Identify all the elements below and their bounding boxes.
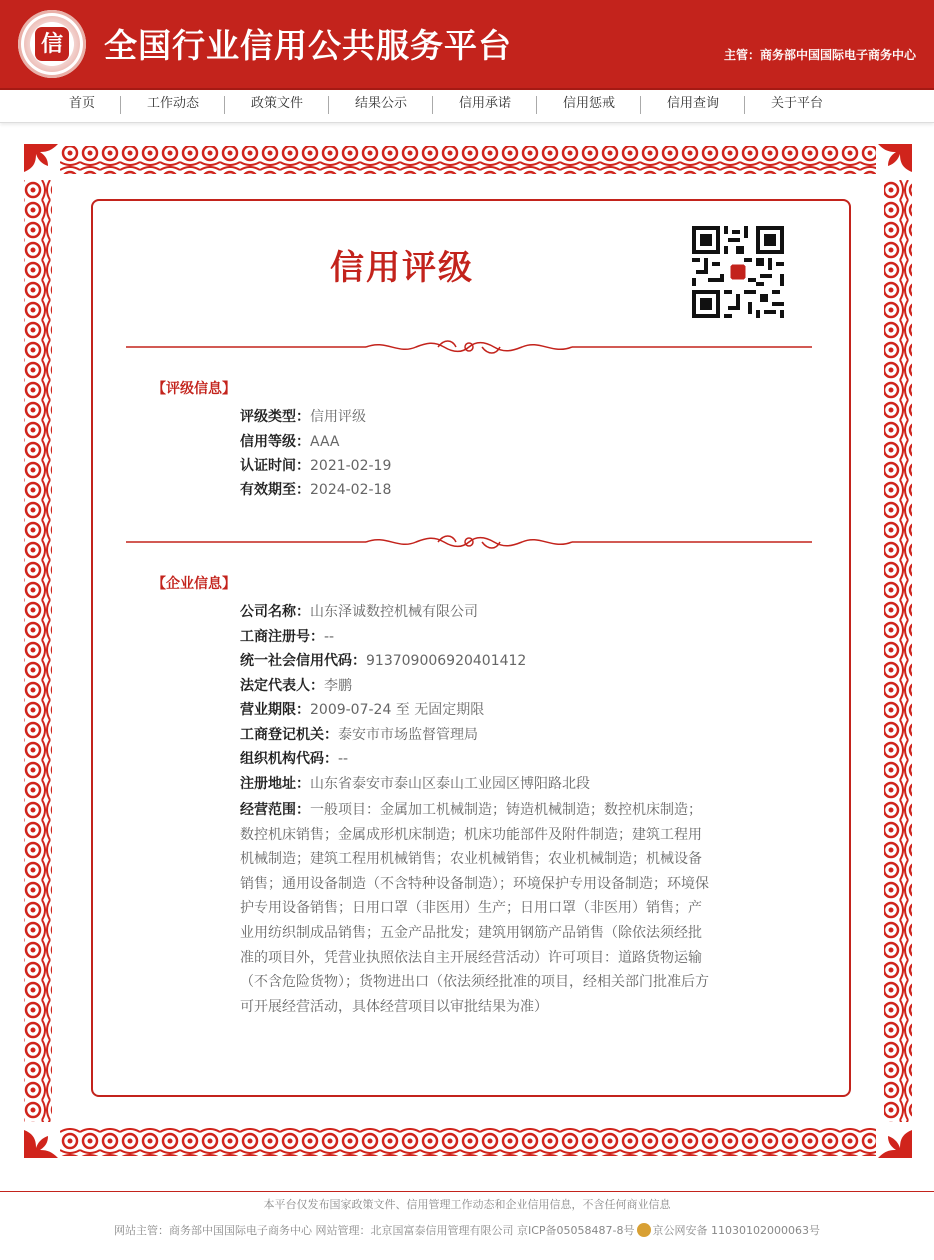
frame-border-top	[60, 146, 876, 174]
field-label: 工商登记机关：	[240, 727, 338, 743]
business-scope-row	[240, 798, 712, 1019]
reg-authority-row	[240, 723, 478, 747]
field-value: 泰安市市场监督管理局	[338, 727, 478, 743]
valid-until-row	[240, 478, 391, 502]
legal-rep-row	[240, 674, 352, 698]
footer-divider	[0, 1191, 934, 1192]
site-title: 全国行业信用公共服务平台	[104, 26, 512, 65]
nav-divider	[432, 96, 433, 114]
field-label: 注册地址：	[240, 776, 310, 792]
field-value: 2021-02-19	[310, 458, 392, 474]
frame-border-left	[24, 180, 52, 1122]
field-value: 山东泽诚数控机械有限公司	[310, 604, 478, 620]
rating-type-row	[240, 405, 366, 429]
sponsor-text: 主管：商务部中国国际电子商务中心	[723, 48, 916, 62]
field-label: 法定代表人：	[240, 678, 324, 694]
business-reg-no-row	[240, 625, 334, 649]
frame-border-right	[884, 180, 912, 1122]
certificate-title: 信用评级	[330, 248, 474, 288]
footer-site-info[interactable]: 网站主管：商务部中国国际电子商务中心 网站管理：北京国富泰信用管理有限公司 京ICP备05058487-8号	[114, 1224, 635, 1237]
nav-divider	[328, 96, 329, 114]
org-code-row	[240, 747, 348, 771]
field-value: 信用评级	[310, 409, 366, 425]
rating-section-heading: 【评级信息】	[152, 381, 236, 397]
ornament-divider-top	[126, 337, 812, 357]
field-label: 统一社会信用代码：	[240, 653, 366, 669]
business-term-row	[240, 698, 484, 722]
nav-item-results[interactable]: 结果公示	[354, 96, 407, 111]
main-nav	[0, 90, 934, 123]
qr-center-logo-icon	[730, 264, 745, 279]
nav-divider	[536, 96, 537, 114]
field-label: 营业期限：	[240, 702, 310, 718]
field-value: 2009-07-24 至 无固定期限	[310, 702, 485, 718]
field-value: 2024-02-18	[310, 482, 392, 498]
field-label: 信用等级：	[240, 434, 310, 450]
nav-item-work-news[interactable]: 工作动态	[146, 96, 199, 111]
ornament-divider-middle	[126, 532, 812, 552]
footer-public-security-record[interactable]: 京公网安备 11030102000063号	[652, 1224, 820, 1237]
field-label: 组织机构代码：	[240, 751, 338, 767]
site-header	[0, 0, 934, 90]
field-value: --	[338, 751, 349, 767]
nav-item-policy[interactable]: 政策文件	[250, 96, 303, 111]
frame-border-bottom	[60, 1128, 876, 1156]
nav-divider	[744, 96, 745, 114]
field-label: 有效期至：	[240, 482, 310, 498]
field-label: 公司名称：	[240, 604, 310, 620]
site-logo[interactable]	[18, 10, 86, 78]
nav-divider	[640, 96, 641, 114]
nav-divider	[120, 96, 121, 114]
reg-address-row	[240, 772, 590, 796]
footer-info	[0, 1222, 934, 1238]
company-name-row	[240, 600, 478, 624]
company-section-heading: 【企业信息】	[152, 576, 236, 592]
nav-item-commitment[interactable]: 信用承诺	[458, 96, 511, 111]
certified-date-row	[240, 454, 391, 478]
nav-item-home[interactable]: 首页	[68, 96, 95, 111]
field-label: 认证时间：	[240, 458, 310, 474]
credit-level-row	[240, 430, 340, 454]
nav-item-query[interactable]: 信用查询	[666, 96, 719, 111]
field-value: 李鹏	[324, 678, 352, 694]
qr-code[interactable]	[692, 226, 784, 318]
nav-item-about[interactable]: 关于平台	[770, 96, 823, 111]
footer-disclaimer: 本平台仅发布国家政策文件、信用管理工作动态和企业信用信息，不含任何商业信息	[263, 1198, 671, 1211]
field-value: 913709006920401412	[366, 653, 527, 669]
field-label: 经营范围：	[240, 802, 310, 818]
nav-divider	[224, 96, 225, 114]
police-badge-icon	[637, 1223, 651, 1237]
credit-code-row	[240, 649, 526, 673]
logo-glyph: 信	[35, 27, 69, 61]
business-scope-value: 一般项目：金属加工机械制造；铸造机械制造；数控机床制造；数控机床销售；金属成形机床制造；机床功能部件及附件制造；建筑工程用机械制造；建筑工程用机械销售；农业机械销售；农业机械制造；机械设备销售；通用设备制造（不含特种设备制造）；环境保护专用设备制造；环境保护专用设备销售；日用口罩（非医用）生产；日用口罩（非医用）销售；产业用纺织制成品销售；五金产品批发；建筑用钢筋产品销售（除依法须经批准的项目外，凭营业执照依法自主开展经营活动）许可项目：道路货物运输（不含危险货物）；货物进出口（依法须经批准的项目，经相关部门批准后方可开展经营活动，具体经营项目以审批结果为准）	[240, 802, 709, 1015]
field-label: 工商注册号：	[240, 629, 324, 645]
field-value: 山东省泰安市泰山区泰山工业园区博阳路北段	[310, 776, 590, 792]
field-value: --	[324, 629, 335, 645]
nav-item-punishment[interactable]: 信用惩戒	[562, 96, 615, 111]
field-value: AAA	[310, 434, 340, 450]
field-label: 评级类型：	[240, 409, 310, 425]
